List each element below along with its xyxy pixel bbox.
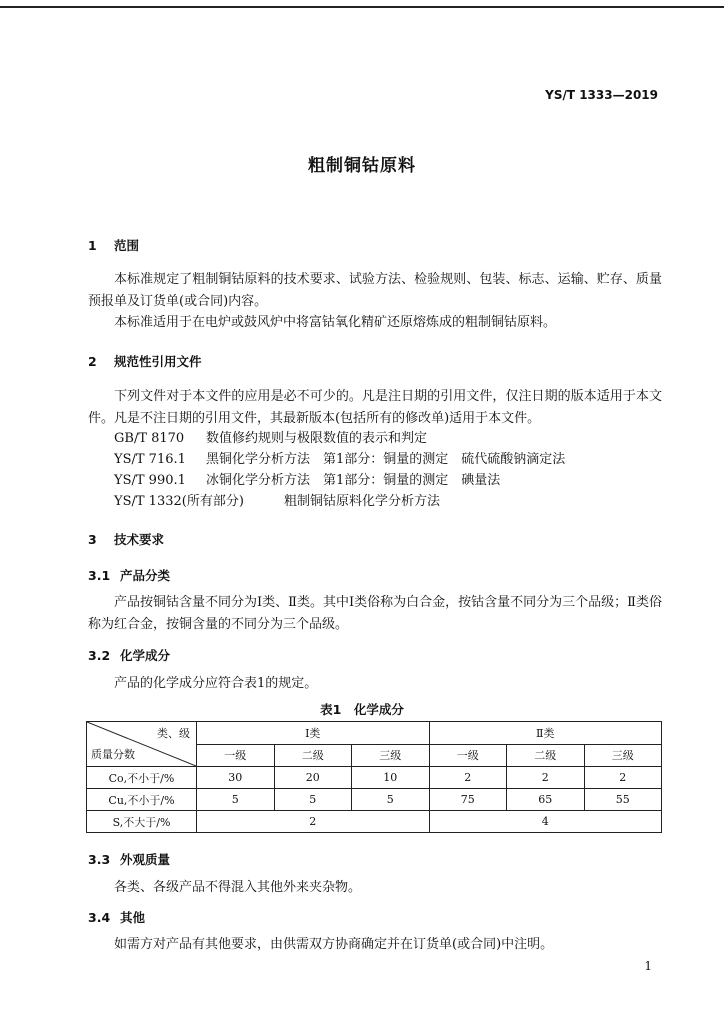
reference-item: YS/T 990.1 冰铜化学分析方法 第1部分：铜量的测定 碘量法 xyxy=(114,473,501,488)
standard-number: YS/T 1333—2019 xyxy=(545,88,658,102)
header-rule xyxy=(0,6,724,8)
grade-header: 三级 xyxy=(584,744,662,767)
section-3-4-heading: 3.4 其他 xyxy=(88,910,146,925)
table-row xyxy=(87,811,662,833)
reference-item: YS/T 716.1 黑铜化学分析方法 第1部分：铜量的测定 硫代硫酸钠滴定法 xyxy=(114,452,566,467)
section-3-3-heading: 3.3 外观质量 xyxy=(88,852,171,867)
table-cell: 4 xyxy=(429,811,662,833)
section-2-heading: 2 规范性引用文件 xyxy=(88,354,202,369)
table-cell: 20 xyxy=(274,767,352,789)
class-1-header: Ⅰ类 xyxy=(197,722,430,745)
section-1-heading: 1 范围 xyxy=(88,238,140,253)
section-3-4-para: 如需方对产品有其他要求，由供需双方协商确定并在订货单(或合同)中注明。 xyxy=(114,937,554,952)
row-label: Co,不小于/% xyxy=(87,767,197,789)
row-label: Cu,不小于/% xyxy=(87,789,197,811)
table-cell: 5 xyxy=(352,789,430,811)
section-3-1-para: 产品按铜钴含量不同分为Ⅰ类、Ⅱ类。其中Ⅰ类俗称为白合金，按钴含量不同分为三个品级；Ⅱ类俗称为红合金，按铜含量的不同分为三个品级。 xyxy=(88,595,662,632)
table-cell: 2 xyxy=(197,811,430,833)
table-header-row xyxy=(87,722,662,745)
section-2-para-1: 下列文件对于本文件的应用是必不可少的。凡是注日期的引用文件，仅注日期的版本适用于本文件。凡是不注日期的引用文件，其最新版本(包括所有的修改单)适用于本文件。 xyxy=(88,389,662,426)
class-2-header: Ⅱ类 xyxy=(429,722,662,745)
section-3-2-para: 产品的化学成分应符合表1的规定。 xyxy=(114,676,318,691)
table-cell: 10 xyxy=(352,767,430,789)
row-label: S,不大于/% xyxy=(87,811,197,833)
section-1-para-2: 本标准适用于在电炉或鼓风炉中将富钴氧化精矿还原熔炼成的粗制铜钴原料。 xyxy=(114,315,557,330)
table-cell: 30 xyxy=(197,767,275,789)
table-cell: 5 xyxy=(274,789,352,811)
table-cell: 2 xyxy=(507,767,585,789)
grade-header: 二级 xyxy=(274,744,352,767)
table-caption: 表1 化学成分 xyxy=(320,702,404,717)
page-number: 1 xyxy=(644,959,652,973)
table-cell: 5 xyxy=(197,789,275,811)
table-cell: 55 xyxy=(584,789,662,811)
table-cell: 2 xyxy=(584,767,662,789)
section-3-heading: 3 技术要求 xyxy=(88,532,165,547)
table-cell: 65 xyxy=(507,789,585,811)
table-corner-cell: 类、级 质量分数 xyxy=(87,722,197,767)
page-title: 粗制铜钴原料 xyxy=(308,156,416,176)
grade-header: 一级 xyxy=(197,744,275,767)
table-row xyxy=(87,767,662,789)
section-1-para-1: 本标准规定了粗制铜钴原料的技术要求、试验方法、检验规则、包装、标志、运输、贮存、质量预报单及订货单(或合同)内容。 xyxy=(88,272,662,309)
grade-header: 一级 xyxy=(429,744,507,767)
reference-item: YS/T 1332(所有部分) 粗制铜钴原料化学分析方法 xyxy=(114,494,441,509)
section-3-2-heading: 3.2 化学成分 xyxy=(88,648,171,663)
grade-header: 二级 xyxy=(507,744,585,767)
chemical-composition-table xyxy=(86,721,662,833)
grade-header: 三级 xyxy=(352,744,430,767)
table-cell: 75 xyxy=(429,789,507,811)
table-cell: 2 xyxy=(429,767,507,789)
reference-item: GB/T 8170 数值修约规则与极限数值的表示和判定 xyxy=(114,431,428,446)
section-3-1-heading: 3.1 产品分类 xyxy=(88,568,171,583)
table-row xyxy=(87,789,662,811)
section-3-3-para: 各类、各级产品不得混入其他外来夹杂物。 xyxy=(114,880,362,895)
